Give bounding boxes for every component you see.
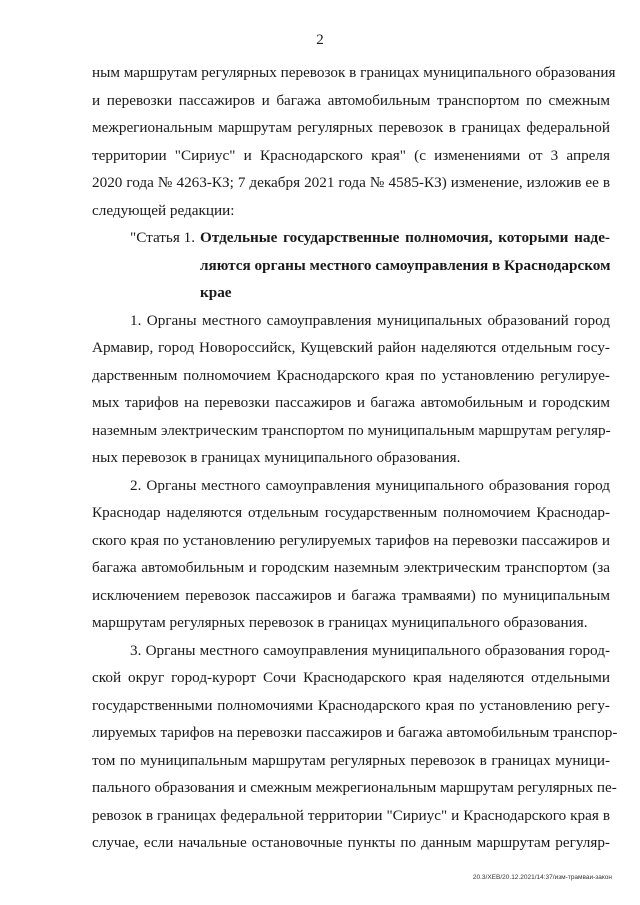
article-title-line: крае [200,284,232,301]
text-line: Краснодар наделяются отдельным государственным полномочием Краснодар- [92,504,610,521]
text-line: мых тарифов на перевозки пассажиров и багажа автомобильным и городским [92,394,610,411]
text-line: 2020 года № 4263-КЗ; 7 декабря 2021 года № 4585-КЗ) изменение, изложив ее в [92,174,610,191]
text-line: 2. Органы местного самоуправления муниципального образования город [130,477,610,494]
footer-document-code: 20.3/ХЕВ/20.12.2021/14:37/изм-трамваи-закон [472,874,612,881]
text-line: пального образования и смежным межрегиональным маршрутам регулярных пе- [92,779,617,796]
text-line: исключением перевозок пассажиров и багажа трамваями) по муниципальным [92,587,610,604]
text-line: ского края по установлению регулируемых тарифов на перевозки пассажиров и [92,532,610,549]
text-line: дарственным полномочием Краснодарского края по установлению регулируе- [92,367,610,384]
text-line: ным маршрутам регулярных перевозок в границах муниципального образования [92,64,616,81]
article-title-line: ляются органы местного самоуправления в Краснодарском [200,257,611,274]
text-line: ревозок в границах федеральной территории "Сириус" и Краснодарского края в [92,807,610,824]
text-line: том по муниципальным маршрутам регулярных перевозок в границах муници- [92,752,610,769]
text-line: межрегиональным маршрутам регулярных перевозок в границах федеральной [92,119,610,136]
article-title-line: Отдельные государственные полномочия, которыми наде- [200,229,610,246]
text-line: лируемых тарифов на перевозки пассажиров и багажа автомобильным транспор- [92,724,618,741]
text-line: ской округ город-курорт Сочи Краснодарского края наделяются отдельными [92,669,610,686]
text-line: и перевозки пассажиров и багажа автомобильным транспортом по смежным [92,92,610,109]
page-number: 2 [316,32,324,48]
text-line: маршрутам регулярных перевозок в границах муниципального образования. [92,614,588,631]
article-label: "Статья 1. [130,229,196,246]
text-line: следующей редакции: [92,202,235,219]
text-line: 3. Органы местного самоуправления муниципального образования город- [130,642,610,659]
text-line: случае, если начальные остановочные пункты по данным маршрутам регуляр- [92,834,610,851]
text-line: Армавир, город Новороссийск, Кущевский район наделяются отдельным госу- [92,339,610,356]
text-line: территории "Сириус" и Краснодарского края" (с изменениями от 3 апреля [92,147,610,164]
text-line: наземным электрическим транспортом по муниципальным маршрутам регуляр- [92,422,611,439]
text-line: багажа автомобильным и городским наземным электрическим транспортом (за [92,559,610,576]
text-line: ных перевозок в границах муниципального образования. [92,449,461,466]
text-line: государственными полномочиями Краснодарского края по установлению регу- [92,697,610,714]
text-line: 1. Органы местного самоуправления муниципальных образований город [130,312,610,329]
